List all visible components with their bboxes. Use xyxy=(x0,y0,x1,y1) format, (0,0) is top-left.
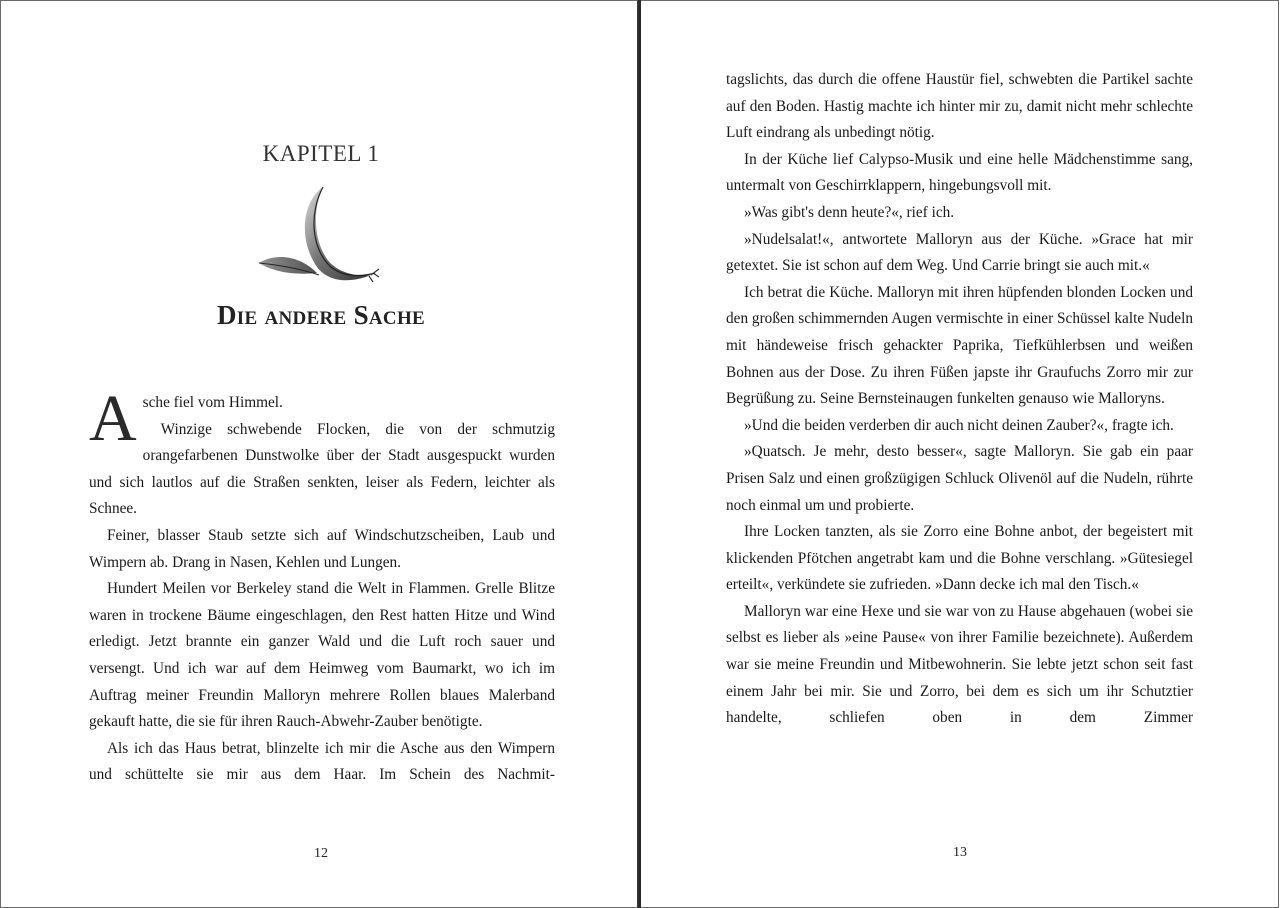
page-number-left: 12 xyxy=(314,846,328,861)
paragraph: Feiner, blasser Staub setzte sich auf Windschutzscheiben, Laub und Wimpern ab. Drang in Nasen, Kehlen und Lungen. xyxy=(89,526,555,571)
paragraph: Hundert Meilen vor Berkeley stand die Welt in Flammen. Grelle Blitze waren in trockene Bäume eingeschlagen, den Rest hatten Hitze und Wind erledigt. Jetzt brannte ein ganzer Wald und die Luft roch sauer und versengt. Und ich war auf dem Heimweg vom Baumarkt, wo ich im Auftrag meiner Freundin Malloryn mehrere Rollen blaues Malerband gekauft hatte, die sie für ihren Rauch-Abwehr-Zauber benötigte. xyxy=(89,580,555,731)
paragraph: In der Küche lief Calypso-Musik und eine helle Mädchenstimme sang, untermalt von Geschirrklappern, hingebungsvoll mit. xyxy=(726,150,1193,195)
feather-icon xyxy=(253,183,393,293)
chapter-title: Die andere Sache xyxy=(216,300,425,330)
dropcap: A xyxy=(89,382,137,455)
paragraph: Ich betrat die Küche. Malloryn mit ihren hüpfenden blonden Locken und den großen schimmernden Augen vermischte in einer Schüssel kalte Nudeln mit händeweise frisch gehackter Paprika, Tiefkühlerbsen und weißen Bohnen aus der Dose. Zu ihren Füßen japste ihr Graufuchs Zorro mir zur Begrüßung zu. Seine Bernsteinaugen funkelten genauso wie Malloryns. xyxy=(726,283,1193,408)
paragraph: tagslichts, das durch die offene Haustür fiel, schwebten die Partikel sachte auf den Boden. Hastig machte ich hinter mir zu, damit nicht mehr schlechte Luft eindrang als unbedingt nötig. xyxy=(726,71,1193,142)
paragraph xyxy=(89,382,555,455)
right-body-text xyxy=(726,67,1193,732)
paragraph: Als ich das Haus betrat, blinzelte ich mir die Asche aus den Wimpern und schüttelte sie mir aus dem Haar. Im Schein des Nachmit- xyxy=(89,739,555,784)
paragraph: »Und die beiden verderben dir auch nicht deinen Zauber?«, fragte ich. xyxy=(744,416,1174,434)
left-body-text xyxy=(89,382,555,789)
page-number-right: 13 xyxy=(953,845,967,860)
paragraph-text: sche fiel vom Himmel. xyxy=(142,394,283,411)
paragraph: Ihre Locken tanzten, als sie Zorro eine Bohne anbot, der begeistert mit klickenden Pfötchen angetrabt kam und die Bohne verschlang. »Gütesiegel erteilt«, verkündete sie zufrieden. »Dann decke ich mal den Tisch.« xyxy=(726,523,1193,594)
paragraph: »Nudelsalat!«, antwortete Malloryn aus der Küche. »Grace hat mir getextet. Sie ist schon auf dem Weg. Und Carrie bringt sie auch mit.« xyxy=(726,230,1193,275)
paragraph: Winzige schwebende Flocken, die von der schmutzig orangefarbenen Dunstwolke über der Stadt ausgespuckt wurden und sich lautlos auf die Straßen senkten, leiser als Federn, leichter als Schnee. xyxy=(89,420,555,518)
paragraph: »Quatsch. Je mehr, desto besser«, sagte Malloryn. Sie gab ein paar Prisen Salz und einen großzügigen Schluck Olivenöl auf die Nudeln, rührte noch einmal um und probierte. xyxy=(726,443,1193,514)
paragraph: Malloryn war eine Hexe und sie war von zu Hause abgehauen (wobei sie selbst es lieber als »eine Pause« von ihrer Familie bezeichnete). Außerdem war sie meine Freundin und Mitbewohnerin. Sie lebte jetzt schon seit fast einem Jahr bei mir. Sie und Zorro, bei dem es sich um ihr Schutztier handelte, schliefen oben in dem Zimmer xyxy=(726,602,1193,727)
paragraph: »Was gibt's denn heute?«, rief ich. xyxy=(744,203,955,221)
chapter-label: KAPITEL 1 xyxy=(262,141,380,166)
left-page xyxy=(0,0,638,908)
